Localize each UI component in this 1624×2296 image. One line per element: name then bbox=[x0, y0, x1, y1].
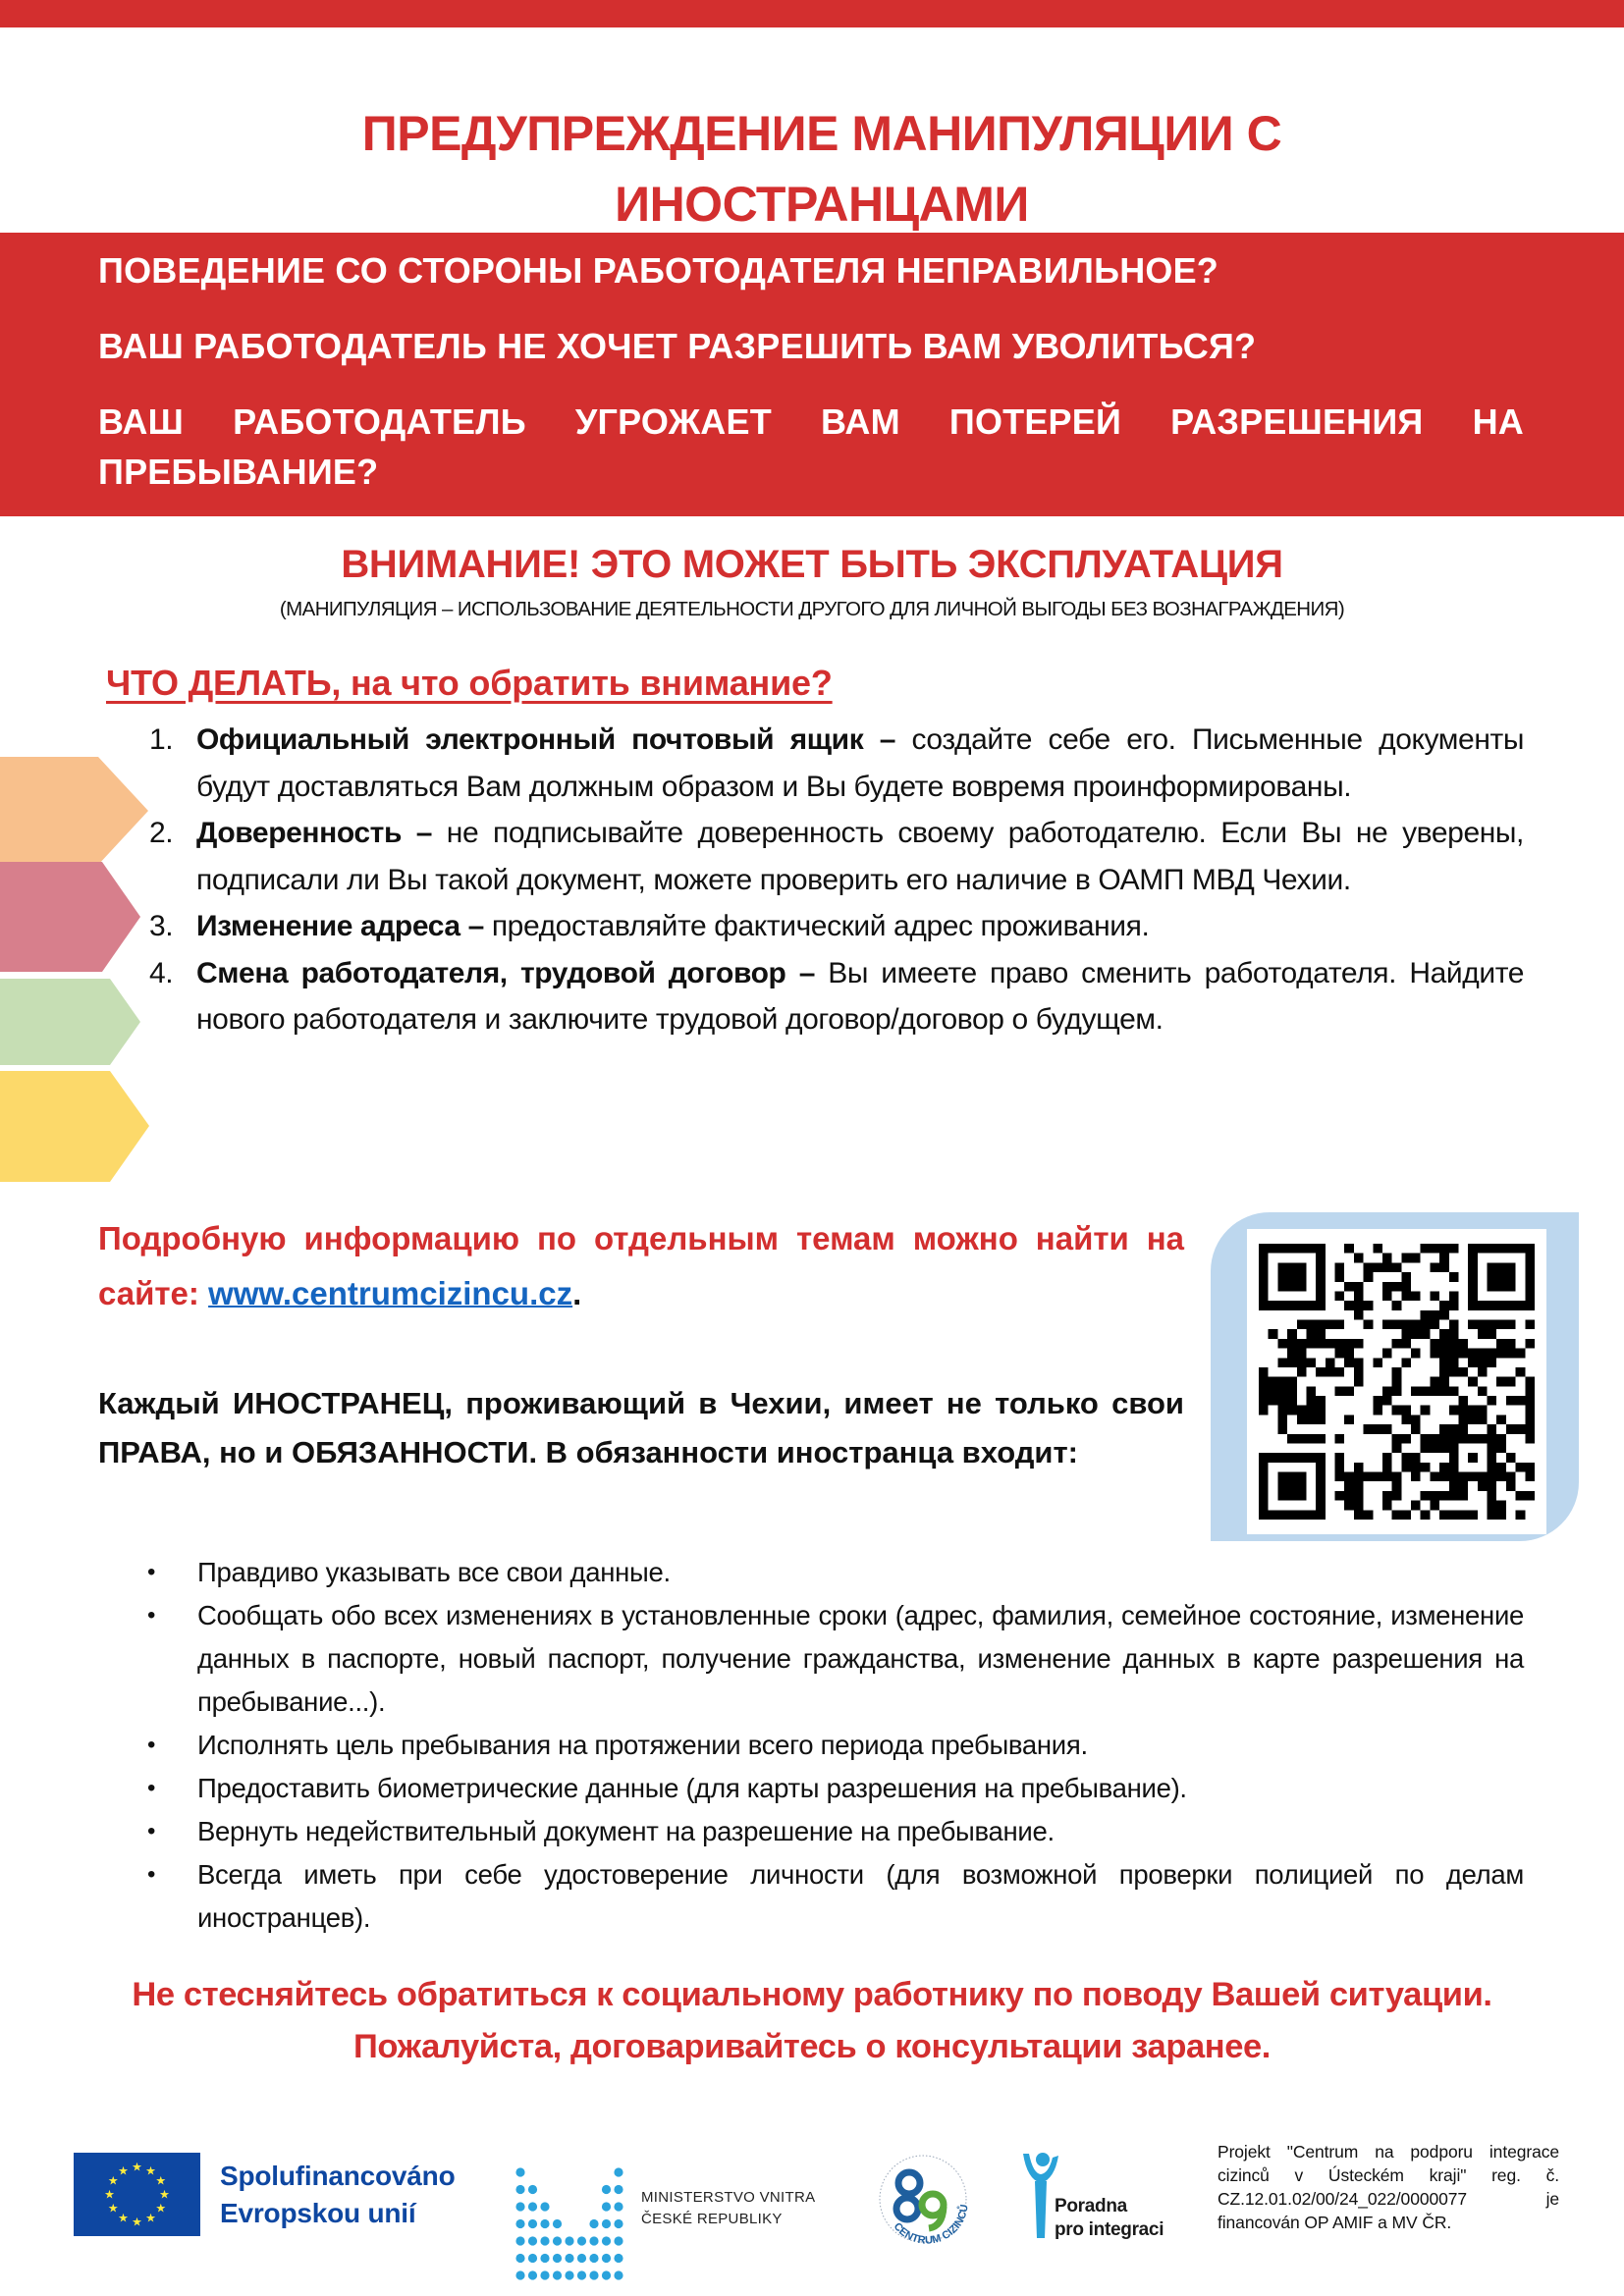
ministry-dot bbox=[589, 2236, 598, 2245]
warning-subtitle: (МАНИПУЛЯЦИЯ – ИСПОЛЬЗОВАНИЕ ДЕЯТЕЛЬНОСТИ ДРУГОГО ДЛЯ ЛИЧНОЙ ВЫГОДЫ БЕЗ ВОЗНАГРАЖДЕНИЯ) bbox=[279, 598, 1345, 620]
todo-item-2 bbox=[149, 810, 1524, 903]
ministry-dot bbox=[602, 2219, 611, 2228]
ministry-dot bbox=[602, 2236, 611, 2245]
ministry-dot bbox=[528, 2270, 537, 2279]
arrow-shape-orange bbox=[0, 757, 149, 865]
duty-item bbox=[147, 1724, 1524, 1767]
ministry-dot bbox=[528, 2202, 537, 2211]
todo-heading: ЧТО ДЕЛАТЬ, на что обратить внимание? bbox=[106, 663, 833, 703]
ministry-dot bbox=[602, 2270, 611, 2279]
poradna-text-line-1: Poradna bbox=[1055, 2196, 1127, 2216]
ministry-dot bbox=[565, 2270, 573, 2279]
ministry-logo-icon bbox=[514, 2152, 624, 2281]
todo-item-text: предоставляйте фактический адрес проживания. bbox=[483, 910, 1150, 942]
ministry-dot bbox=[614, 2236, 623, 2245]
ministry-dot bbox=[515, 2254, 524, 2263]
todo-item-title: Официальный электронный почтовый ящик – bbox=[196, 723, 896, 756]
page-title-line-2: ИНОСТРАНЦАМИ bbox=[615, 177, 1029, 232]
centrum-cizincu-logo bbox=[874, 2150, 972, 2253]
info-paragraph bbox=[98, 1211, 1184, 1321]
ministry-dot bbox=[553, 2219, 562, 2228]
poradna-text-line-2: pro integraci bbox=[1055, 2219, 1164, 2240]
ministry-dot bbox=[515, 2167, 524, 2176]
ministry-dot bbox=[540, 2270, 549, 2279]
duty-item bbox=[147, 1810, 1524, 1853]
eu-cofinanced-text bbox=[220, 2158, 455, 2232]
todo-item-4 bbox=[149, 950, 1524, 1043]
todo-item-number: 3. bbox=[149, 910, 174, 942]
ministry-dot bbox=[614, 2202, 623, 2211]
ministry-dot bbox=[553, 2270, 562, 2279]
duty-text: Сообщать обо всех изменениях в установленные сроки (адрес, фамилия, семейное состояние, изменение данных в паспорте, новый паспорт, получение гражданства, изменение данных в карте разрешения на пребывание...). bbox=[197, 1600, 1524, 1717]
ministry-dot bbox=[602, 2254, 611, 2263]
arrow-shape-pink bbox=[0, 862, 143, 972]
bullet-icon: • bbox=[147, 1732, 156, 1758]
band-question-3-continued: ПРЕБЫВАНИЕ? bbox=[98, 452, 379, 492]
ministry-dot bbox=[589, 2270, 598, 2279]
bullet-icon: • bbox=[147, 1861, 156, 1888]
ministry-dot bbox=[528, 2236, 537, 2245]
ministry-dot bbox=[577, 2254, 586, 2263]
ministry-dot bbox=[614, 2167, 623, 2176]
qr-code-image bbox=[1259, 1239, 1535, 1524]
todo-list bbox=[149, 717, 1524, 1043]
todo-item-text: создайте себе его. Письменные документы будут доставляться Вам должным образом и Вы будете вовремя проинформированы. bbox=[196, 723, 1524, 803]
ministry-dot bbox=[540, 2236, 549, 2245]
poradna-text bbox=[1055, 2195, 1164, 2242]
ministry-dot bbox=[515, 2202, 524, 2211]
centrum-logo-text: CENTRUM CIZINCŮ bbox=[891, 2203, 971, 2247]
band-question-3: ВАШ РАБОТОДАТЕЛЬ УГРОЖАЕТ ВАМ ПОТЕРЕЙ РАЗРЕШЕНИЯ НА bbox=[98, 401, 1524, 442]
info-text: Подробную информацию по отдельным темам можно найти на сайте: bbox=[98, 1220, 1184, 1311]
duties-list bbox=[147, 1551, 1524, 1940]
closing-message: Не стесняйтесь обратиться к социальному работнику по поводу Вашей ситуации. Пожалуйста, договаривайтесь о консультации заранее. bbox=[132, 1976, 1492, 2065]
project-funding-note: Projekt "Centrum na podporu integrace cizinců v Ústeckém kraji" reg. č. CZ.12.01.02/00/24_022/0000077 je financován OP AMIF a MV ČR. bbox=[1218, 2142, 1559, 2232]
todo-item-number: 4. bbox=[149, 956, 174, 989]
todo-item-3 bbox=[149, 903, 1524, 950]
ministry-dot bbox=[589, 2219, 598, 2228]
todo-item-text: не подписывайте доверенность своему работодателю. Если Вы не уверены, подписали ли Вы такой документ, можете проверить его наличие в ОАМП МВД Чехии. bbox=[196, 817, 1524, 896]
ministry-dot bbox=[528, 2185, 537, 2194]
eu-star-icon: ★ bbox=[118, 2211, 129, 2225]
bullet-icon: • bbox=[147, 1818, 156, 1844]
todo-item-1 bbox=[149, 717, 1524, 810]
ministry-dot bbox=[540, 2219, 549, 2228]
ministry-text-line-1: MINISTERSTVO VNITRA bbox=[641, 2189, 816, 2206]
bullet-icon: • bbox=[147, 1559, 156, 1585]
ministry-dot bbox=[565, 2254, 573, 2263]
qr-code[interactable] bbox=[1247, 1229, 1546, 1534]
todo-item-text: Вы имеете право сменить работодателя. Найдите нового работодателя и заключите трудовой договор/договор о будущем. bbox=[196, 956, 1524, 1036]
todo-item-title: Доверенность – bbox=[196, 817, 433, 849]
ministry-dot bbox=[577, 2236, 586, 2245]
info-period: . bbox=[572, 1275, 582, 1311]
duty-text: Исполнять цель пребывания на протяжении всего периода пребывания. bbox=[197, 1730, 1088, 1760]
eu-star-icon: ★ bbox=[155, 2201, 167, 2216]
ministry-dot bbox=[614, 2185, 623, 2194]
bullet-icon: • bbox=[147, 1602, 156, 1629]
arrow-shape-green bbox=[0, 979, 143, 1065]
ministry-dot bbox=[565, 2236, 573, 2245]
ministry-dot bbox=[540, 2202, 549, 2211]
eu-text-line-1: Spolufinancováno bbox=[220, 2161, 456, 2191]
duty-text: Всегда иметь при себе удостоверение личности (для возможной проверки полицией по делам иностранцев). bbox=[197, 1859, 1524, 1933]
duty-item bbox=[147, 1594, 1524, 1724]
ministry-text-line-2: ČESKÉ REPUBLIKY bbox=[641, 2211, 783, 2227]
todo-item-number: 1. bbox=[149, 723, 174, 756]
eu-star-icon: ★ bbox=[155, 2173, 167, 2188]
duty-item bbox=[147, 1551, 1524, 1594]
ministry-dot bbox=[553, 2236, 562, 2245]
ministry-dot bbox=[528, 2219, 537, 2228]
eu-star-icon: ★ bbox=[132, 2160, 142, 2174]
ministry-dot bbox=[602, 2185, 611, 2194]
ministry-dot bbox=[614, 2254, 623, 2263]
warning-heading: ВНИМАНИЕ! ЭТО МОЖЕТ БЫТЬ ЭКСПЛУАТАЦИЯ bbox=[341, 543, 1283, 586]
eu-text-line-2: Evropskou unií bbox=[220, 2198, 416, 2228]
bullet-icon: • bbox=[147, 1775, 156, 1801]
duty-item bbox=[147, 1853, 1524, 1940]
duty-item bbox=[147, 1767, 1524, 1810]
eu-star-icon: ★ bbox=[132, 2215, 142, 2229]
eu-star-icon: ★ bbox=[104, 2187, 115, 2202]
arrow-shape-yellow bbox=[0, 1071, 151, 1182]
ministry-dot bbox=[515, 2270, 524, 2279]
ministry-dot bbox=[528, 2254, 537, 2263]
eu-star-icon: ★ bbox=[118, 2163, 129, 2178]
ministry-dot bbox=[614, 2219, 623, 2228]
ministry-dot bbox=[515, 2236, 524, 2245]
ministry-dots-logo bbox=[514, 2152, 624, 2286]
ministry-dot bbox=[614, 2270, 623, 2279]
eu-star-icon: ★ bbox=[145, 2163, 156, 2178]
eu-star-icon: ★ bbox=[145, 2211, 156, 2225]
website-link[interactable]: www.centrumcizincu.cz bbox=[208, 1275, 573, 1311]
ministry-dot bbox=[577, 2270, 586, 2279]
todo-item-title: Изменение адреса – bbox=[196, 910, 484, 942]
ministry-dot bbox=[602, 2202, 611, 2211]
eu-star-icon: ★ bbox=[159, 2187, 170, 2202]
eu-star-icon: ★ bbox=[107, 2201, 119, 2216]
band-question-2: ВАШ РАБОТОДАТЕЛЬ НЕ ХОЧЕТ РАЗРЕШИТЬ ВАМ УВОЛИТЬСЯ? bbox=[98, 326, 1257, 366]
todo-item-number: 2. bbox=[149, 817, 174, 849]
ministry-dot bbox=[515, 2219, 524, 2228]
ministry-dot bbox=[553, 2254, 562, 2263]
todo-item-title: Смена работодателя, трудовой договор – bbox=[196, 956, 816, 989]
top-accent-bar bbox=[0, 0, 1624, 27]
duties-intro: Каждый ИНОСТРАНЕЦ, проживающий в Чехии, имеет не только свои ПРАВА, но и ОБЯЗАННОСТИ. В обязанности иностранца входит: bbox=[98, 1386, 1184, 1469]
centrum-cizincu-logo-icon bbox=[874, 2150, 972, 2248]
duty-text: Вернуть недействительный документ на разрешение на пребывание. bbox=[197, 1816, 1055, 1846]
duty-text: Правдиво указывать все свои данные. bbox=[197, 1557, 671, 1587]
ministry-text bbox=[641, 2187, 815, 2230]
page-title-line-1: ПРЕДУПРЕЖДЕНИЕ МАНИПУЛЯЦИИ С bbox=[361, 106, 1282, 161]
duty-text: Предоставить биометрические данные (для карты разрешения на пребывание). bbox=[197, 1773, 1187, 1803]
eu-flag-logo bbox=[74, 2153, 200, 2236]
ministry-dot bbox=[589, 2254, 598, 2263]
ministry-dot bbox=[515, 2185, 524, 2194]
eu-star-icon: ★ bbox=[107, 2173, 119, 2188]
eu-stars-icon bbox=[74, 2153, 200, 2236]
ministry-dot bbox=[540, 2254, 549, 2263]
band-question-1: ПОВЕДЕНИЕ СО СТОРОНЫ РАБОТОДАТЕЛЯ НЕПРАВИЛЬНОЕ? bbox=[98, 250, 1218, 291]
